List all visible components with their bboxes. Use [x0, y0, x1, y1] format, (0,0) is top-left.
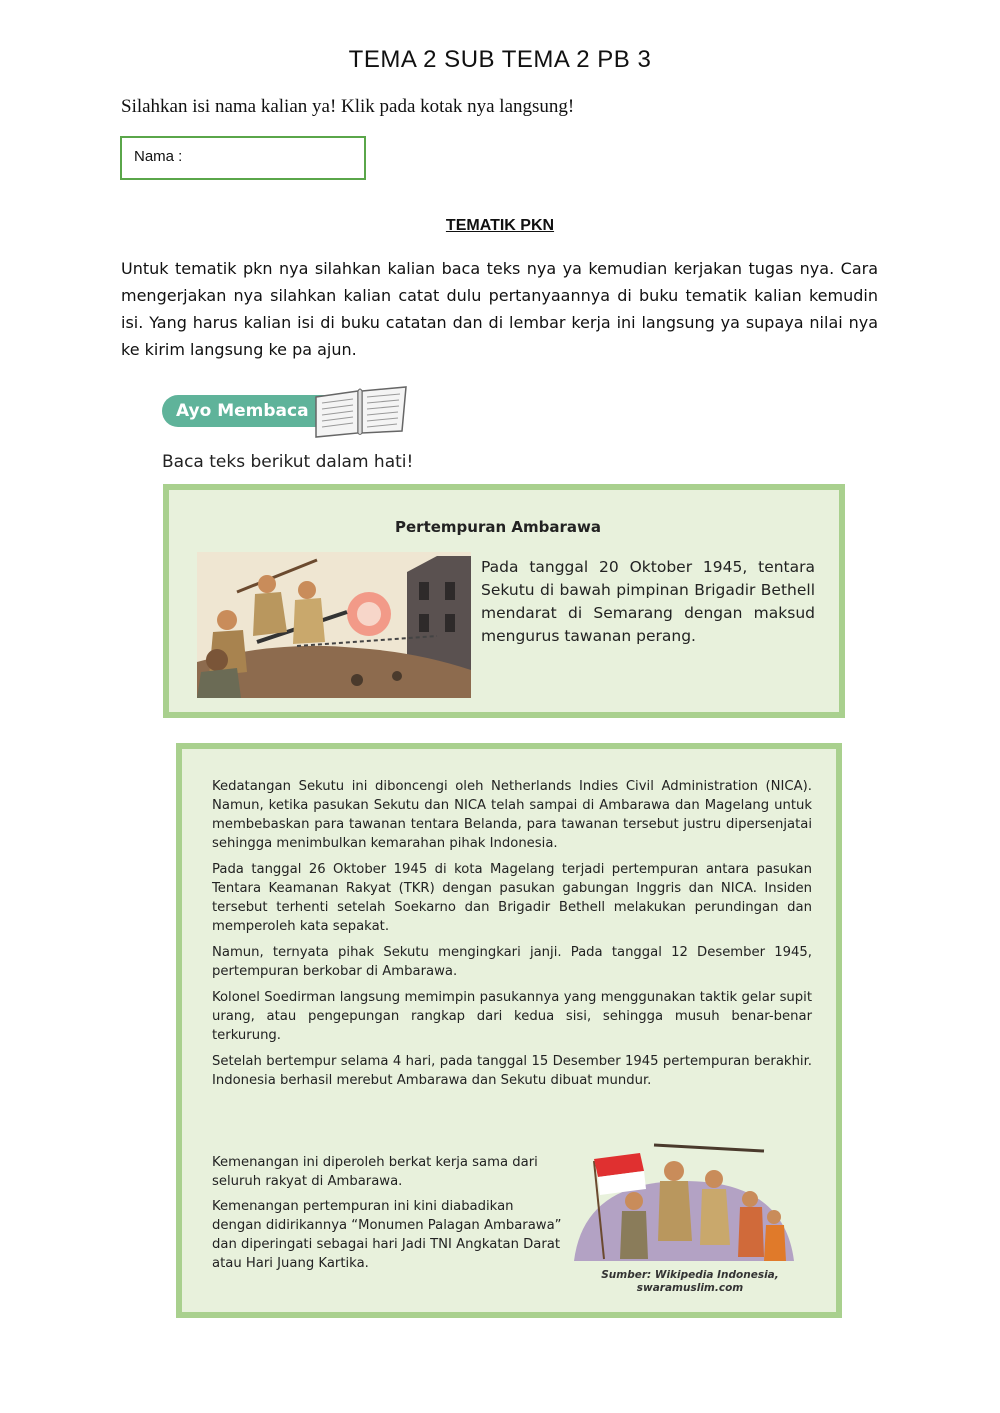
intro-paragraph: Untuk tematik pkn nya silahkan kalian baca teks nya ya kemudian kerjakan tugas nya. Cara mengerjakan nya silahkan kalian catat dulu pertanyaannya di buku tematik kalian kemudin isi. Yang harus kalian isi di buku catatan dan di lembar kerja ini langsung ya supaya nilai nya ke kirim langsung ke pa ajun.	[121, 259, 878, 359]
name-input-box[interactable]	[120, 136, 366, 180]
paragraph: Namun, ternyata pihak Sekutu mengingkari janji. Pada tanggal 12 Desember 1945, pertempuran berkobar di Ambarawa.	[212, 945, 812, 979]
reading-intro-text: Pada tanggal 20 Oktober 1945, tentara Sekutu di bawah pimpinan Brigadir Bethell mendarat di Semarang dengan maksud mengurus tawanan perang.	[481, 558, 815, 645]
instruction-text: Silahkan isi nama kalian ya! Klik pada kotak nya langsung!	[121, 96, 575, 117]
paragraph: Kolonel Soedirman langsung memimpin pasukannya yang menggunakan taktik gelar supit urang, atau pengepungan rangkap dari kedua sisi, sehingga musuh benar-benar terkurung.	[212, 990, 812, 1043]
reading-title: Pertempuran Ambarawa	[395, 518, 601, 536]
caption-line: swaramuslim.com	[636, 1282, 744, 1294]
victory-illustration	[574, 1141, 794, 1271]
open-book-icon	[310, 383, 410, 439]
paragraph: Setelah bertempur selama 4 hari, pada tanggal 15 Desember 1945 pertempuran berakhir. Indonesia berhasil merebut Ambarawa dan Sekutu dibuat mundur.	[212, 1054, 812, 1088]
image-source-caption	[570, 1269, 810, 1295]
caption-line: Sumber: Wikipedia Indonesia,	[601, 1269, 779, 1281]
name-label: Nama :	[134, 148, 183, 165]
ayo-membaca-badge	[160, 383, 410, 443]
paragraph: Kemenangan ini diperoleh berkat kerja sama dari seluruh rakyat di Ambarawa.	[212, 1155, 538, 1189]
paragraph: Kemenangan pertempuran ini kini diabadikan dengan didirikannya “Monumen Palagan Ambarawa” dan diperingati sebagai hari Jadi TNI Angkatan Darat atau Hari Juang Kartika.	[212, 1199, 562, 1271]
page-title: TEMA 2 SUB TEMA 2 PB 3	[348, 46, 652, 73]
reading-panel-2	[176, 743, 842, 1318]
badge-label: Ayo Membaca	[162, 395, 337, 427]
reading-conclusion	[212, 1153, 562, 1279]
reading-instruction: Baca teks berikut dalam hati!	[162, 452, 414, 472]
reading-panel-1	[163, 484, 845, 718]
reading-body	[212, 777, 812, 1097]
subject-heading: TEMATIK PKN	[445, 217, 555, 234]
battle-illustration	[197, 552, 471, 698]
paragraph: Kedatangan Sekutu ini diboncengi oleh Netherlands Indies Civil Administration (NICA). Namun, ketika pasukan Sekutu dan NICA telah sampai di Ambarawa dan Magelang untuk membebaskan para tawanan tentara Belanda, para tawanan tersebut justru dipersenjatai sehingga menimbulkan kemarahan pihak Indonesia.	[212, 779, 812, 851]
paragraph: Pada tanggal 26 Oktober 1945 di kota Magelang terjadi pertempuran antara pasukan Tentara Keamanan Rakyat (TKR) dengan pasukan gabungan Inggris dan NICA. Insiden tersebut terhenti setelah Soekarno dan Brigadir Bethell melakukan perundingan dan memperoleh kata sepakat.	[212, 862, 812, 934]
